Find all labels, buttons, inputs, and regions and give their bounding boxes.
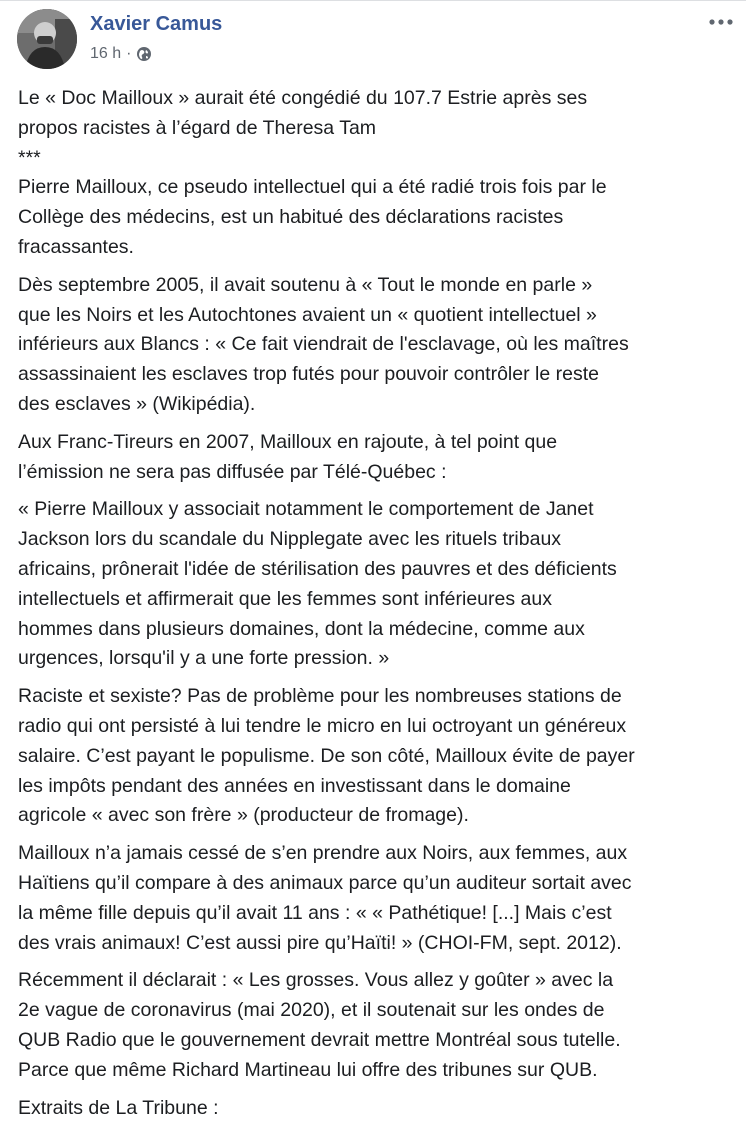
text-line: inférieurs aux Blancs : « Ce fait viendrait de l'esclavage, où les maîtres [18, 333, 629, 356]
text-line: que les Noirs et les Autochtones avaient un « quotient intellectuel » [18, 303, 597, 326]
text-line: Collège des médecins, est un habitué des déclarations racistes [18, 206, 564, 229]
text-line: africains, prônerait l'idée de stérilisation des pauvres et des déficients [18, 557, 617, 580]
text-line: *** [18, 146, 41, 169]
text-line: Dès septembre 2005, il avait soutenu à « Tout le monde en parle » [18, 273, 593, 296]
post-paragraph [18, 682, 730, 831]
text-line: intellectuels et affirmerait que les femmes sont inférieures aux [18, 587, 552, 610]
text-line: QUB Radio que le gouvernement devrait mettre Montréal sous tutelle. [18, 1028, 621, 1051]
text-line: agricole « avec son frère » (producteur de fromage). [18, 804, 469, 827]
text-line: l’émission ne sera pas diffusée par Télé-Québec : [18, 460, 447, 483]
post-time[interactable]: 16 h [90, 45, 122, 62]
avatar[interactable] [17, 9, 77, 69]
text-line: Jackson lors du scandale du Nipplegate avec les rituels tribaux [18, 528, 562, 551]
text-line: Parce que même Richard Martineau lui offre des tribunes sur QUB. [18, 1058, 598, 1081]
text-line: Le « Doc Mailloux » aurait été congédié du 107.7 Estrie après ses [18, 87, 588, 109]
text-line: propos racistes à l’égard de Theresa Tam [18, 116, 377, 139]
text-line: assassinaient les esclaves trop futés pour pouvoir contrôler le reste [18, 363, 599, 386]
post-paragraph [18, 271, 730, 420]
post-paragraph [18, 495, 730, 674]
text-line: des vrais animaux! C’est aussi pire qu’Haïti! » (CHOI-FM, sept. 2012). [18, 931, 622, 954]
post-paragraph [18, 428, 730, 488]
text-line: Mailloux n’a jamais cessé de s’en prendre aux Noirs, aux femmes, aux [18, 842, 628, 865]
post-paragraph [18, 84, 730, 263]
text-line: fracassantes. [18, 235, 134, 258]
post-meta [90, 45, 152, 63]
text-line: hommes dans plusieurs domaines, dont la médecine, comme aux [18, 617, 585, 640]
text-line: salaire. C’est payant le populisme. De son côté, Mailloux évite de payer [18, 744, 635, 767]
text-line: Récemment il déclarait : « Les grosses. Vous allez y goûter » avec la [18, 969, 614, 992]
post-paragraph [18, 839, 730, 958]
text-line: la même fille depuis qu’il avait 11 ans : « « Pathétique! [...] Mais c’est [18, 901, 612, 924]
post-paragraph [18, 966, 730, 1085]
text-line: « Pierre Mailloux y associait notamment le comportement de Janet [18, 498, 594, 521]
text-line: Extraits de La Tribune : [18, 1096, 219, 1119]
text-line: Pierre Mailloux, ce pseudo intellectuel qui a été radié trois fois par le [18, 176, 607, 199]
text-line: urgences, lorsqu'il y a une forte pression. » [18, 647, 390, 670]
text-line: 2e vague de coronavirus (mai 2020), et il soutenait sur les ondes de [18, 999, 605, 1022]
globe-icon[interactable] [136, 46, 152, 62]
post-body [18, 84, 730, 1131]
text-line: Haïtiens qu’il compare à des animaux parce qu’un auditeur sortait avec [18, 871, 632, 894]
text-line: radio qui ont persisté à lui tendre le micro en lui octroyant un généreux [18, 714, 627, 737]
more-options-icon[interactable] [708, 15, 734, 29]
author-name[interactable]: Xavier Camus [90, 13, 223, 35]
text-line: des esclaves » (Wikipédia). [18, 392, 256, 415]
text-line: Raciste et sexiste? Pas de problème pour les nombreuses stations de [18, 685, 622, 708]
post-paragraph [18, 1094, 730, 1124]
text-line: Aux Franc-Tireurs en 2007, Mailloux en rajoute, à tel point que [18, 430, 558, 453]
text-line: les impôts pendant des années en investissant dans le domaine [18, 774, 571, 797]
post-header [17, 9, 734, 73]
meta-separator: · [126, 45, 132, 62]
avatar-photo [17, 9, 77, 69]
